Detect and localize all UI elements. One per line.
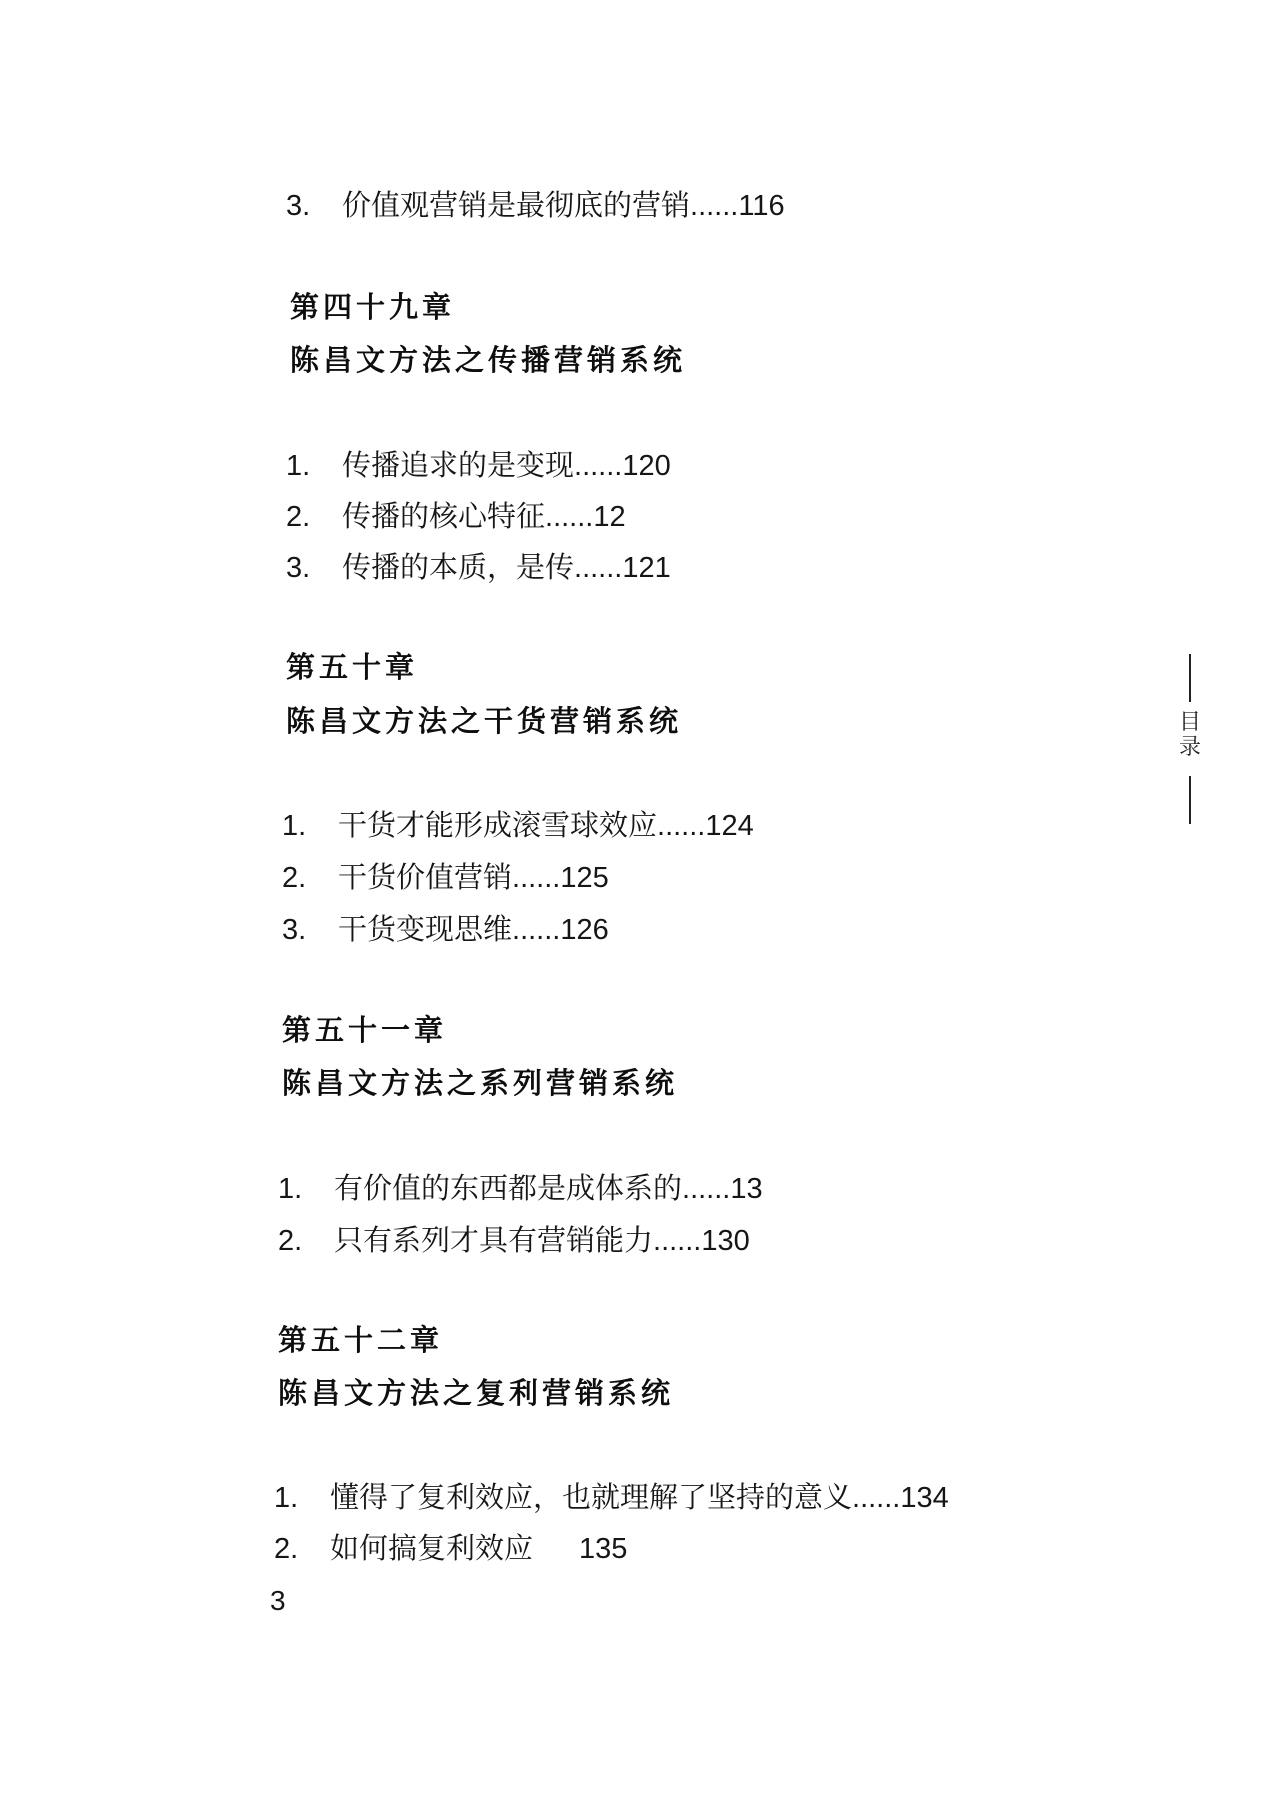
entry-page: 120 bbox=[622, 450, 671, 482]
entry-number: 1. bbox=[278, 1173, 303, 1205]
entry-page: 121 bbox=[622, 552, 671, 584]
entry-page: 116 bbox=[738, 190, 785, 222]
entry-leader: ...... bbox=[545, 501, 594, 533]
toc-entry bbox=[274, 1480, 949, 1515]
entry-number: 1. bbox=[286, 450, 311, 482]
entry-number: 2. bbox=[274, 1533, 299, 1565]
entry-title: 传播的核心特征 bbox=[342, 499, 546, 533]
entry-title: 传播追求的是变现 bbox=[342, 448, 575, 482]
entry-number: 2. bbox=[282, 862, 307, 894]
chapter-title: 陈昌文方法之复利营销系统 bbox=[278, 1376, 675, 1410]
entry-number: 3. bbox=[282, 914, 307, 946]
side-tab-bottom-rule bbox=[1189, 776, 1191, 824]
entry-page: 126 bbox=[560, 914, 609, 946]
entry-page: 135 bbox=[579, 1533, 628, 1565]
entry-leader: ...... bbox=[653, 1225, 702, 1257]
page-number: 3 bbox=[270, 1585, 286, 1616]
entry-leader: ...... bbox=[512, 914, 561, 946]
entry-title: 传播的本质，是传 bbox=[342, 550, 575, 584]
chapter-label: 第五十二章 bbox=[278, 1323, 444, 1357]
toc-entry bbox=[278, 1171, 763, 1206]
entry-number: 2. bbox=[286, 501, 311, 533]
entry-leader: ...... bbox=[657, 810, 706, 842]
chapter-label: 第五十一章 bbox=[282, 1013, 448, 1047]
entry-number: 3. bbox=[286, 552, 311, 584]
entry-number: 1. bbox=[274, 1482, 299, 1514]
entry-leader: ...... bbox=[682, 1173, 731, 1205]
entry-page: 13 bbox=[730, 1173, 763, 1205]
entry-page: 124 bbox=[705, 810, 754, 842]
entry-title: 有价值的东西都是成体系的 bbox=[334, 1171, 683, 1205]
entry-page: 12 bbox=[593, 501, 626, 533]
entry-title: 干货才能形成滚雪球效应 bbox=[338, 808, 658, 842]
entry-leader: ...... bbox=[574, 450, 623, 482]
entry-title: 干货价值营销 bbox=[338, 860, 513, 894]
entry-title: 懂得了复利效应，也就理解了坚持的意义 bbox=[330, 1480, 853, 1514]
entry-leader: ...... bbox=[852, 1482, 901, 1514]
entry-page: 125 bbox=[560, 862, 609, 894]
toc-entry bbox=[286, 448, 671, 483]
chapter-label: 第五十章 bbox=[286, 650, 419, 684]
chapter-title: 陈昌文方法之干货营销系统 bbox=[286, 704, 683, 738]
chapter-title: 陈昌文方法之系列营销系统 bbox=[282, 1066, 679, 1100]
toc-entry bbox=[286, 550, 671, 585]
entry-title: 干货变现思维 bbox=[338, 912, 513, 946]
entry-leader: ...... bbox=[512, 862, 561, 894]
side-tab-top-rule bbox=[1189, 654, 1191, 702]
entry-leader: ...... bbox=[690, 190, 739, 222]
toc-entry bbox=[286, 499, 626, 534]
entry-number: 1. bbox=[282, 810, 307, 842]
chapter-label: 第四十九章 bbox=[290, 290, 456, 324]
entry-title: 价值观营销是最彻底的营销 bbox=[342, 188, 691, 222]
entry-title: 只有系列才具有营销能力 bbox=[334, 1223, 654, 1257]
side-section-tab bbox=[1172, 654, 1208, 824]
chapter-title: 陈昌文方法之传播营销系统 bbox=[290, 343, 687, 377]
entry-number: 3. bbox=[286, 190, 311, 222]
toc-entry bbox=[282, 912, 609, 947]
entry-page: 134 bbox=[900, 1482, 949, 1514]
entry-title: 如何搞复利效应 bbox=[330, 1531, 534, 1565]
toc-entry bbox=[274, 1531, 627, 1566]
entry-leader: ...... bbox=[574, 552, 623, 584]
entry-number: 2. bbox=[278, 1225, 303, 1257]
side-tab-label: 目录 bbox=[1178, 710, 1201, 760]
toc-entry bbox=[282, 808, 754, 843]
toc-entry bbox=[278, 1223, 750, 1258]
entry-page: 130 bbox=[701, 1225, 750, 1257]
toc-entry bbox=[282, 860, 609, 895]
toc-entry bbox=[286, 188, 785, 223]
